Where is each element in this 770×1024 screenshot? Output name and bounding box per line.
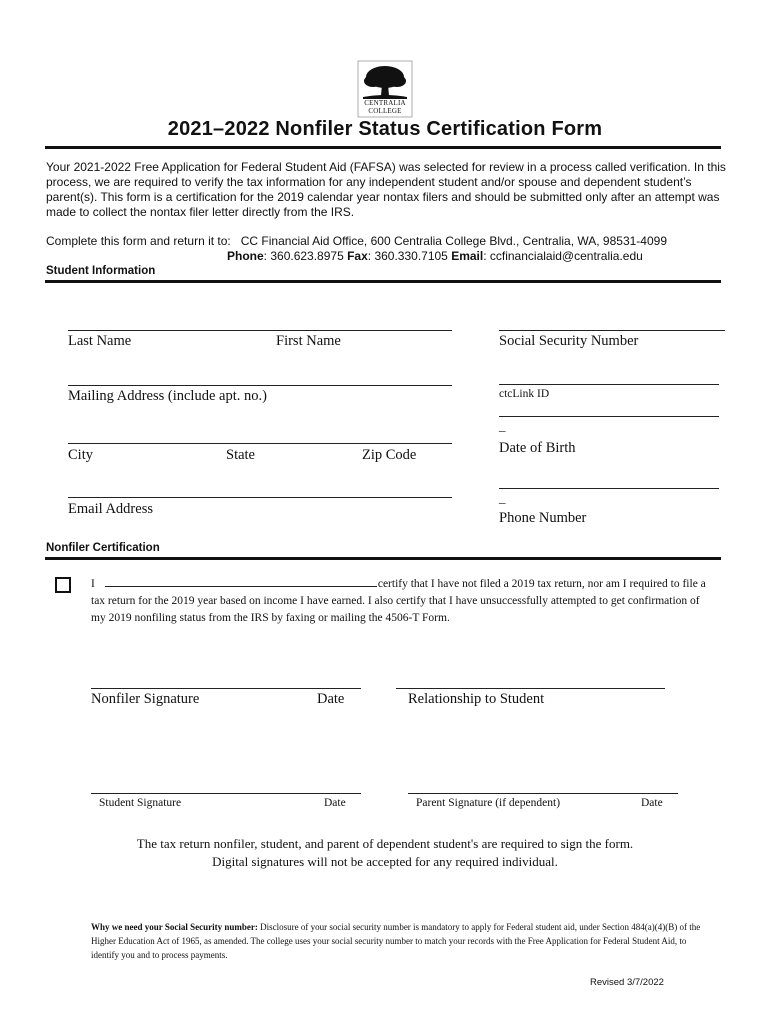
email-label: Email [451,249,484,263]
fax-label: Fax [347,249,368,263]
revision-date: Revised 3/7/2022 [590,977,664,988]
cert-text: certify that I have not filed a 2019 tax return, nor am I required to file a tax return for the 2019 year based on income I have earned. I also certify that I have unsuccessfully attempted to get confirmation of my 2019 nonfiling status from the IRS by faxing or mailing the 4506-T Form. [91,578,706,624]
phone-number-label: Phone Number [499,510,587,526]
relationship-label: Relationship to Student [408,691,545,707]
email-address-label: Email Address [68,501,153,517]
phone-label: Phone [227,249,264,263]
name-line[interactable] [68,330,452,331]
student-info-divider [45,280,721,283]
notice-line-1: The tax return nonfiler, student, and parent of dependent student's are required to sign the form. [136,836,634,851]
page-title: 2021–2022 Nonfiler Status Certification Form [167,118,603,140]
nonfiler-signature-label: Nonfiler Signature [91,691,200,707]
mailing-address-line[interactable] [68,385,452,386]
date-label-1: Date [317,691,345,707]
date-label-2: Date [324,797,346,809]
state-label: State [226,447,255,463]
nonfiler-name-blank[interactable] [105,575,377,587]
dob-label: Date of Birth [499,440,576,456]
parent-signature-line[interactable] [408,793,678,794]
certification-statement [91,575,711,627]
signature-notice [0,835,770,871]
date-label-3: Date [641,797,663,809]
return-instructions [46,234,746,249]
nonfiler-divider [45,557,721,560]
student-signature-label: Student Signature [99,797,182,809]
certify-checkbox[interactable] [55,577,71,593]
city-state-zip-line[interactable] [68,443,452,444]
return-prefix: Complete this form and return it to: [46,234,231,248]
ctclink-label: ctcLink ID [499,388,550,400]
dob-underscore: _ [499,418,506,433]
phone-line[interactable] [499,488,719,489]
college-logo [357,60,413,118]
email-line[interactable] [68,497,452,498]
phone-underscore: _ [499,490,506,505]
logo-text: CENTRALIA COLLEGE [364,99,406,115]
intro-paragraph: Your 2021-2022 Free Application for Federal Student Aid (FAFSA) was selected for review in a process called verification. In this process, we are required to verify the tax information for any independent student and/or spouse and dependent student’s parent(s). This form is a certification for the 2019 calendar year nontax filers and should be submitted only after an attempt was made to collect the nontax filer letter directly from the IRS. [46,160,726,219]
student-info-heading: Student Information [46,265,156,277]
cert-i: I [91,578,95,590]
student-signature-line[interactable] [91,793,361,794]
ssn-label: Social Security Number [499,333,639,349]
last-name-label: Last Name [68,333,132,349]
ssn-note-heading: Why we need your Social Security number: [91,922,258,932]
ssn-note-text: Disclosure of your social security number is mandatory to apply for Federal student aid, under Section 484(a)(4)(B) of the Higher Education Act of 1965, as amended. The college uses your social security number to match your records with the Free Application for Federal Student Aid, to identify you and to process payments. [91,922,701,960]
first-name-label: First Name [276,333,341,349]
parent-signature-label: Parent Signature (if dependent) [416,797,561,809]
city-label: City [68,447,93,463]
mailing-address-label: Mailing Address (include apt. no.) [68,388,267,404]
email-value: : ccfinancialaid@centralia.edu [483,249,643,263]
nonfiler-signature-line[interactable] [91,688,361,689]
nonfiler-heading: Nonfiler Certification [46,542,160,554]
return-address: CC Financial Aid Office, 600 Centralia College Blvd., Centralia, WA, 98531-4099 [240,234,667,248]
ssn-line[interactable] [499,330,725,331]
notice-line-2: Digital signatures will not be accepted for any required individual. [212,854,558,869]
title-divider [45,146,721,149]
zip-label: Zip Code [362,447,417,463]
relationship-line[interactable] [396,688,665,689]
phone-value: : 360.623.8975 [263,249,344,263]
contact-line [227,249,643,264]
ssn-disclosure-note [91,920,711,962]
fax-value: : 360.330.7105 [367,249,448,263]
ctclink-line[interactable] [499,384,719,385]
dob-line[interactable] [499,416,719,417]
